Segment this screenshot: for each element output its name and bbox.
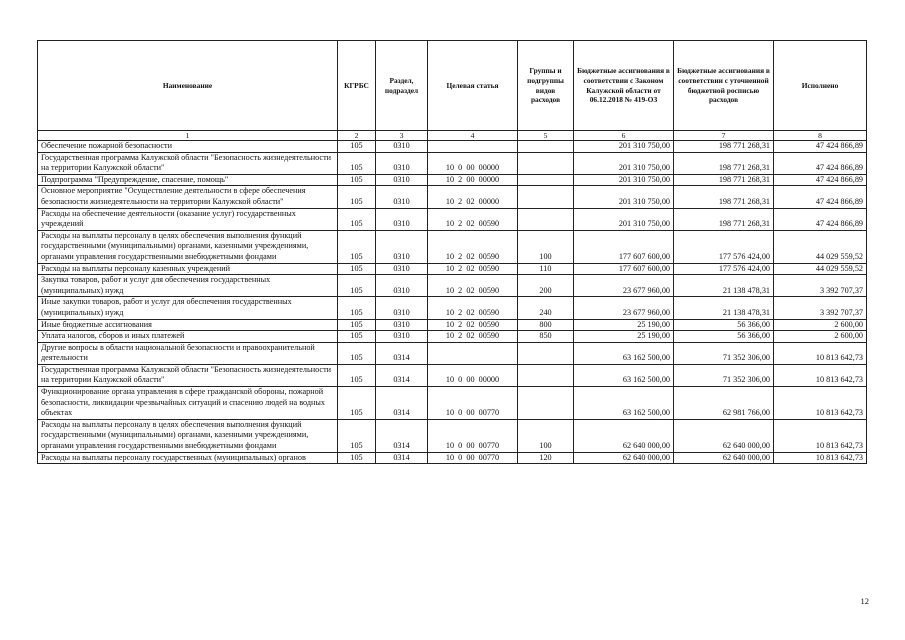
table-row — [38, 297, 867, 319]
column-number: 8 — [774, 131, 867, 141]
table-row — [38, 208, 867, 230]
column-number: 5 — [518, 131, 574, 141]
table-row — [38, 275, 867, 297]
table-row — [38, 387, 867, 420]
header-budget-refined: Бюджетные ассигнования в соответствии с уточненной бюджетной росписью расходов — [674, 41, 774, 131]
row-budget-refined: 21 138 478,31 — [674, 275, 774, 297]
row-kgrbs: 105 — [338, 208, 376, 230]
row-expense-group — [518, 186, 574, 208]
row-executed: 10 813 642,73 — [774, 419, 867, 452]
row-budget-law: 177 607 600,00 — [574, 230, 674, 263]
row-target-article: 10 0 00 00770 — [428, 387, 518, 420]
row-target-article: 10 2 02 00590 — [428, 331, 518, 343]
row-budget-refined: 71 352 306,00 — [674, 364, 774, 386]
table-row — [38, 152, 867, 174]
row-section: 0310 — [376, 331, 428, 343]
row-expense-group: 110 — [518, 263, 574, 275]
row-name: Обеспечение пожарной безопасности — [38, 141, 338, 153]
row-section: 0310 — [376, 297, 428, 319]
row-target-article — [428, 342, 518, 364]
page-number: 12 — [860, 596, 869, 606]
row-section: 0310 — [376, 230, 428, 263]
row-budget-law: 25 190,00 — [574, 331, 674, 343]
row-section: 0314 — [376, 387, 428, 420]
row-kgrbs: 105 — [338, 319, 376, 331]
row-executed: 44 029 559,52 — [774, 263, 867, 275]
row-executed: 47 424 866,89 — [774, 174, 867, 186]
row-section: 0310 — [376, 186, 428, 208]
table-row — [38, 174, 867, 186]
budget-table — [37, 40, 867, 464]
table-row — [38, 263, 867, 275]
header-name: Наименование — [38, 41, 338, 131]
row-budget-law: 62 640 000,00 — [574, 452, 674, 464]
row-expense-group — [518, 342, 574, 364]
header-section: Раздел, подраздел — [376, 41, 428, 131]
row-name: Расходы на выплаты персоналу казенных учреждений — [38, 263, 338, 275]
row-budget-refined: 177 576 424,00 — [674, 263, 774, 275]
table-row — [38, 364, 867, 386]
header-executed: Исполнено — [774, 41, 867, 131]
row-name: Основное мероприятие "Осуществление деятельности в сфере обеспечения безопасности жизнедеятельности на территории Калужской области" — [38, 186, 338, 208]
row-name: Уплата налогов, сборов и иных платежей — [38, 331, 338, 343]
table-row — [38, 230, 867, 263]
row-target-article: 10 2 02 00590 — [428, 230, 518, 263]
row-executed: 47 424 866,89 — [774, 208, 867, 230]
row-kgrbs: 105 — [338, 297, 376, 319]
row-name: Государственная программа Калужской области "Безопасность жизнедеятельности на территории Калужской области" — [38, 364, 338, 386]
row-target-article: 10 2 02 00590 — [428, 263, 518, 275]
row-budget-refined: 56 366,00 — [674, 319, 774, 331]
row-executed: 10 813 642,73 — [774, 387, 867, 420]
table-row — [38, 319, 867, 331]
row-name: Иные бюджетные ассигнования — [38, 319, 338, 331]
row-section: 0314 — [376, 419, 428, 452]
row-section: 0310 — [376, 152, 428, 174]
row-target-article — [428, 141, 518, 153]
row-section: 0310 — [376, 275, 428, 297]
header-target: Целевая статья — [428, 41, 518, 131]
row-name: Функционирование органа управления в сфере гражданской обороны, пожарной безопасности, ликвидации чрезвычайных ситуаций и спасению людей на водных объектах — [38, 387, 338, 420]
row-section: 0310 — [376, 319, 428, 331]
row-kgrbs: 105 — [338, 342, 376, 364]
row-budget-refined: 56 366,00 — [674, 331, 774, 343]
row-target-article: 10 2 00 00000 — [428, 174, 518, 186]
header-kgrbs: КГРБС — [338, 41, 376, 131]
row-kgrbs: 105 — [338, 452, 376, 464]
row-target-article: 10 0 00 00000 — [428, 152, 518, 174]
row-executed: 3 392 707,37 — [774, 297, 867, 319]
table-row — [38, 419, 867, 452]
row-name: Расходы на выплаты персоналу государственных (муниципальных) органов — [38, 452, 338, 464]
row-expense-group: 240 — [518, 297, 574, 319]
row-expense-group: 850 — [518, 331, 574, 343]
row-executed: 47 424 866,89 — [774, 152, 867, 174]
row-kgrbs: 105 — [338, 364, 376, 386]
column-number: 4 — [428, 131, 518, 141]
row-expense-group: 100 — [518, 419, 574, 452]
row-target-article: 10 2 02 00000 — [428, 186, 518, 208]
table-row — [38, 331, 867, 343]
column-number-row — [38, 131, 867, 141]
header-budget-law: Бюджетные ассигнования в соответствии с Законом Калужской области от 06.12.2018 № 419-ОЗ — [574, 41, 674, 131]
row-executed: 47 424 866,89 — [774, 186, 867, 208]
row-budget-refined: 71 352 306,00 — [674, 342, 774, 364]
row-budget-refined: 198 771 268,31 — [674, 208, 774, 230]
row-kgrbs: 105 — [338, 263, 376, 275]
row-budget-refined: 198 771 268,31 — [674, 152, 774, 174]
column-number: 1 — [38, 131, 338, 141]
row-target-article: 10 2 02 00590 — [428, 297, 518, 319]
row-executed: 2 600,00 — [774, 331, 867, 343]
row-target-article: 10 2 02 00590 — [428, 319, 518, 331]
row-budget-refined: 198 771 268,31 — [674, 174, 774, 186]
row-kgrbs: 105 — [338, 419, 376, 452]
row-expense-group: 120 — [518, 452, 574, 464]
row-budget-law: 23 677 960,00 — [574, 275, 674, 297]
row-section: 0310 — [376, 141, 428, 153]
row-expense-group — [518, 152, 574, 174]
row-budget-refined: 21 138 478,31 — [674, 297, 774, 319]
row-budget-law: 63 162 500,00 — [574, 364, 674, 386]
header-groups: Группы и подгруппы видов расходов — [518, 41, 574, 131]
row-executed: 47 424 866,89 — [774, 141, 867, 153]
row-name: Расходы на выплаты персоналу в целях обеспечения выполнения функций государственными (муниципальными) органами, казенными учреждениями, органами управления государственными внебюджетными фондами — [38, 230, 338, 263]
row-executed: 10 813 642,73 — [774, 342, 867, 364]
row-expense-group — [518, 174, 574, 186]
row-expense-group — [518, 208, 574, 230]
row-target-article: 10 2 02 00590 — [428, 208, 518, 230]
row-budget-refined: 62 640 000,00 — [674, 419, 774, 452]
row-kgrbs: 105 — [338, 141, 376, 153]
row-budget-law: 63 162 500,00 — [574, 342, 674, 364]
row-budget-law: 201 310 750,00 — [574, 152, 674, 174]
column-number: 7 — [674, 131, 774, 141]
row-executed: 44 029 559,52 — [774, 230, 867, 263]
row-expense-group — [518, 387, 574, 420]
header-row — [38, 41, 867, 131]
row-name: Иные закупки товаров, работ и услуг для обеспечения государственных (муниципальных) нужд — [38, 297, 338, 319]
row-budget-refined: 198 771 268,31 — [674, 141, 774, 153]
row-budget-refined: 198 771 268,31 — [674, 186, 774, 208]
row-name: Другие вопросы в области национальной безопасности и правоохранительной деятельности — [38, 342, 338, 364]
table-body — [38, 141, 867, 464]
table-row — [38, 342, 867, 364]
row-section: 0310 — [376, 174, 428, 186]
row-executed: 10 813 642,73 — [774, 364, 867, 386]
row-budget-law: 63 162 500,00 — [574, 387, 674, 420]
row-section: 0310 — [376, 208, 428, 230]
row-expense-group: 100 — [518, 230, 574, 263]
row-kgrbs: 105 — [338, 331, 376, 343]
row-budget-refined: 62 640 000,00 — [674, 452, 774, 464]
row-kgrbs: 105 — [338, 186, 376, 208]
column-number: 2 — [338, 131, 376, 141]
row-name: Государственная программа Калужской области "Безопасность жизнедеятельности на территории Калужской области" — [38, 152, 338, 174]
row-expense-group — [518, 364, 574, 386]
row-name: Подпрограмма "Предупреждение, спасение, помощь" — [38, 174, 338, 186]
row-target-article: 10 0 00 00000 — [428, 364, 518, 386]
row-budget-refined: 177 576 424,00 — [674, 230, 774, 263]
row-name: Расходы на выплаты персоналу в целях обеспечения выполнения функций государственными (муниципальными) органами, казенными учреждениями, органами управления государственными внебюджетными фондами — [38, 419, 338, 452]
table-row — [38, 141, 867, 153]
table-row — [38, 186, 867, 208]
row-budget-law: 201 310 750,00 — [574, 208, 674, 230]
row-target-article: 10 0 00 00770 — [428, 452, 518, 464]
row-executed: 2 600,00 — [774, 319, 867, 331]
row-expense-group — [518, 141, 574, 153]
row-target-article: 10 0 00 00770 — [428, 419, 518, 452]
row-expense-group: 200 — [518, 275, 574, 297]
row-name: Закупка товаров, работ и услуг для обеспечения государственных (муниципальных) нужд — [38, 275, 338, 297]
row-executed: 10 813 642,73 — [774, 452, 867, 464]
row-kgrbs: 105 — [338, 230, 376, 263]
row-expense-group: 800 — [518, 319, 574, 331]
row-section: 0314 — [376, 364, 428, 386]
row-kgrbs: 105 — [338, 275, 376, 297]
row-kgrbs: 105 — [338, 152, 376, 174]
row-section: 0314 — [376, 342, 428, 364]
row-budget-law: 62 640 000,00 — [574, 419, 674, 452]
row-kgrbs: 105 — [338, 174, 376, 186]
row-budget-law: 201 310 750,00 — [574, 186, 674, 208]
row-section: 0310 — [376, 263, 428, 275]
row-budget-law: 201 310 750,00 — [574, 174, 674, 186]
row-section: 0314 — [376, 452, 428, 464]
row-budget-law: 177 607 600,00 — [574, 263, 674, 275]
row-budget-law: 23 677 960,00 — [574, 297, 674, 319]
column-number: 6 — [574, 131, 674, 141]
row-kgrbs: 105 — [338, 387, 376, 420]
table-row — [38, 452, 867, 464]
row-budget-refined: 62 981 766,00 — [674, 387, 774, 420]
row-name: Расходы на обеспечение деятельности (оказание услуг) государственных учреждений — [38, 208, 338, 230]
row-budget-law: 201 310 750,00 — [574, 141, 674, 153]
column-number: 3 — [376, 131, 428, 141]
row-executed: 3 392 707,37 — [774, 275, 867, 297]
row-budget-law: 25 190,00 — [574, 319, 674, 331]
row-target-article: 10 2 02 00590 — [428, 275, 518, 297]
